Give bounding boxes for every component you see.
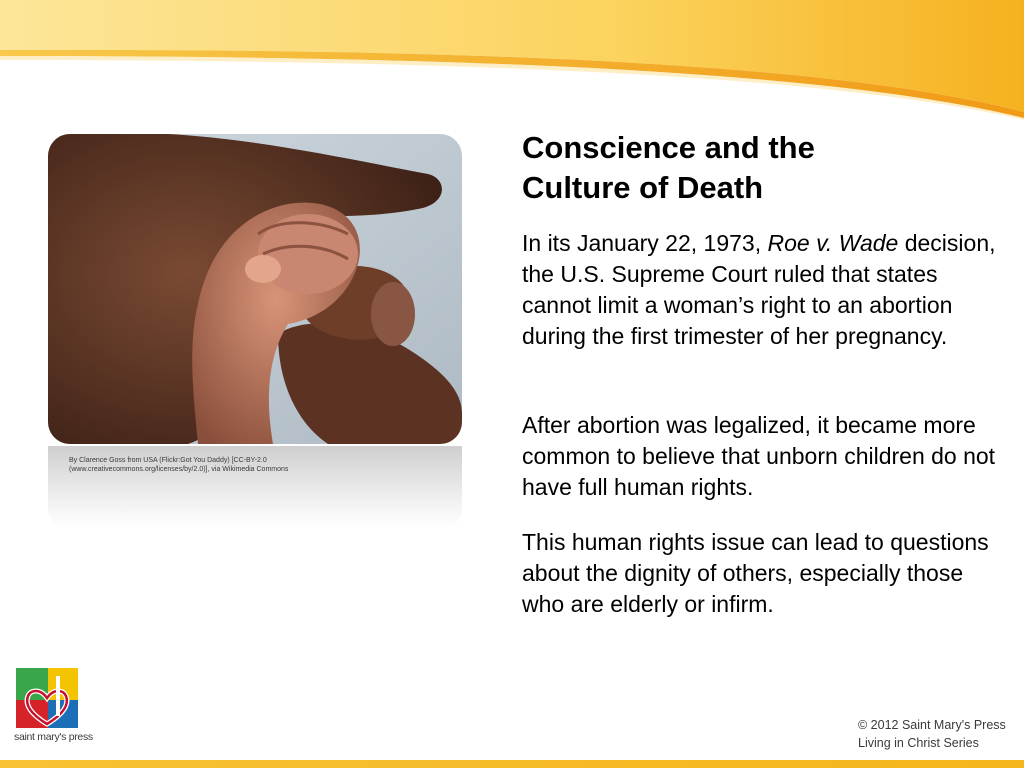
slide-title-line2: Culture of Death xyxy=(522,170,764,205)
case-name-italic: Roe v. Wade xyxy=(767,230,899,256)
paragraph-1-rest: decision, the U.S. Supreme Court ruled that states cannot limit a woman’s right to an abortion during the first trimester of her pregnancy. xyxy=(522,230,996,349)
slide-title xyxy=(522,128,922,208)
photo-credit-line1: By Clarence Goss from USA (Flickr:Got You Daddy) [CC-BY-2.0 xyxy=(69,457,267,464)
paragraph-after-legalization: After abortion was legalized, it became more common to believe that unborn children do not have full human rights. xyxy=(522,412,996,500)
paragraph-1-lead: In its January 22, 1973, xyxy=(522,230,768,256)
header-wave-band xyxy=(0,0,1024,120)
copyright-text: © 2012 Saint Mary's Press xyxy=(858,718,1006,732)
footer-copyright xyxy=(858,716,1006,752)
photo-credit xyxy=(69,456,369,474)
photo-adult-baby-hands xyxy=(48,134,462,444)
paragraph-roe-v-wade xyxy=(522,228,1002,352)
footer-band xyxy=(0,760,1024,768)
paragraph-human-rights: This human rights issue can lead to questions about the dignity of others, especially those who are elderly or infirm. xyxy=(522,529,989,617)
logo-wordmark: saint mary's press xyxy=(14,731,93,743)
photo-credit-line2: (www.creativecommons.org/licenses/by/2.0)], via Wikimedia Commons xyxy=(69,466,289,473)
slide-title-line1: Conscience and the xyxy=(522,130,815,165)
series-text: Living in Christ Series xyxy=(858,736,979,750)
